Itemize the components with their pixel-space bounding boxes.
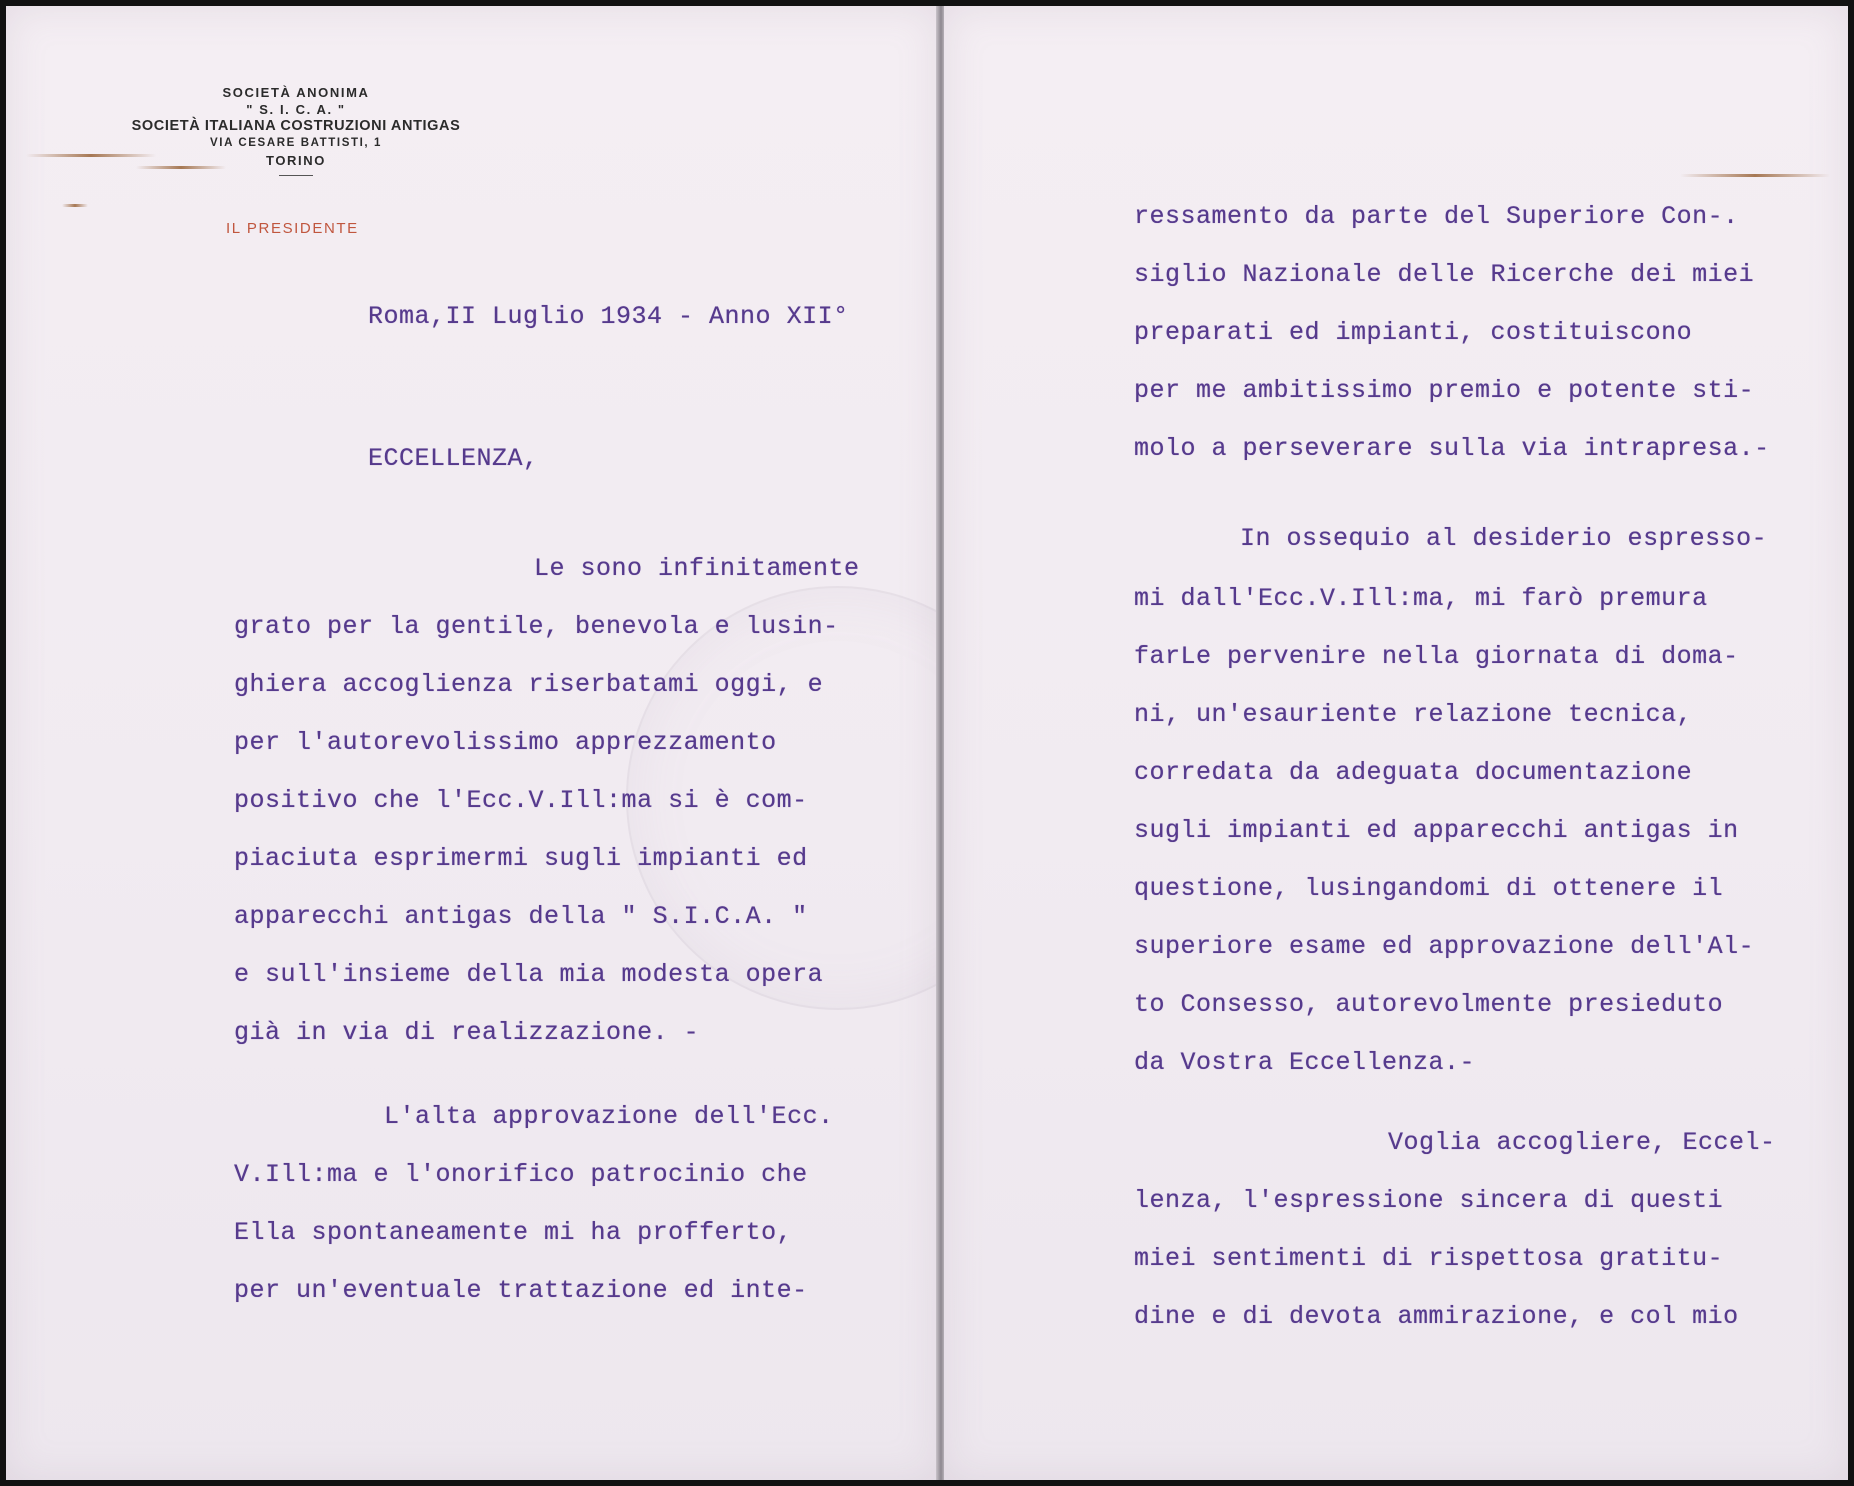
body-line: per un'eventuale trattazione ed inte- [234,1276,808,1305]
letterhead-company-name: SOCIETÀ ITALIANA COSTRUZIONI ANTIGAS [131,118,461,134]
body-line: e sull'insieme della mia modesta opera [234,960,824,989]
letterhead-office: IL PRESIDENTE [226,220,359,237]
body-line: miei sentimenti di rispettosa gratitu- [1134,1244,1724,1273]
body-line: mi dall'Ecc.V.Ill:ma, mi farò premura [1134,584,1708,613]
body-line: molo a perseverare sulla via intrapresa.- [1134,434,1770,463]
body-line: L'alta approvazione dell'Ecc. [384,1102,834,1131]
body-line: piaciuta esprimermi sugli impianti ed [234,844,808,873]
letter-salutation: ECCELLENZA, [368,444,539,473]
letterhead-company-type: SOCIETÀ ANONIMA [222,85,370,100]
right-letter-page [944,6,1848,1480]
letterhead-street: VIA CESARE BATTISTI, 1 [210,137,382,149]
letterhead [66,84,526,176]
body-line: ressamento da parte del Superiore Con-. [1134,202,1739,231]
body-line: apparecchi antigas della " S.I.C.A. " [234,902,808,931]
left-letter-page [6,6,938,1480]
letterhead-acronym: " S. I. C. A. " [246,102,346,117]
body-line: superiore esame ed approvazione dell'Al- [1134,932,1755,961]
body-line: positivo che l'Ecc.V.Ill:ma si è com- [234,786,808,815]
body-line: per l'autorevolissimo apprezzamento [234,728,777,757]
body-line: Ella spontaneamente mi ha profferto, [234,1218,793,1247]
body-line: sugli impianti ed apparecchi antigas in [1134,816,1739,845]
body-line: da Vostra Eccellenza.- [1134,1048,1476,1077]
body-line: farLe pervenire nella giornata di doma- [1134,642,1739,671]
paper-stain [136,166,226,169]
paper-stain [26,154,156,157]
paper-stain [62,204,88,207]
body-line: V.Ill:ma e l'onorifico patrocinio che [234,1160,808,1189]
body-line: In ossequio al desiderio espresso- [1240,524,1768,553]
letterhead-rule [279,175,313,176]
body-line: dine e di devota ammirazione, e col mio [1134,1302,1739,1331]
body-line: Voglia accogliere, Eccel- [1388,1128,1776,1157]
body-line: to Consesso, autorevolmente presieduto [1134,990,1724,1019]
body-line: siglio Nazionale delle Ricerche dei miei [1134,260,1755,289]
paper-stain [1680,174,1830,177]
body-line: corredata da adeguata documentazione [1134,758,1693,787]
body-line: per me ambitissimo premio e potente sti- [1134,376,1755,405]
body-line: lenza, l'espressione sincera di questi [1134,1186,1724,1215]
letter-dateline: Roma,II Luglio 1934 - Anno XII° [368,302,849,331]
body-line: preparati ed impianti, costituiscono [1134,318,1693,347]
body-line: grato per la gentile, benevola e lusin- [234,612,839,641]
body-line: ni, un'esauriente relazione tecnica, [1134,700,1693,729]
body-line: già in via di realizzazione. - [234,1018,700,1047]
body-line: questione, lusingandomi di ottenere il [1134,874,1724,903]
body-line: Le sono infinitamente [534,554,860,583]
body-line: ghiera accoglienza riserbatami oggi, e [234,670,824,699]
letterhead-city: TORINO [266,153,326,168]
